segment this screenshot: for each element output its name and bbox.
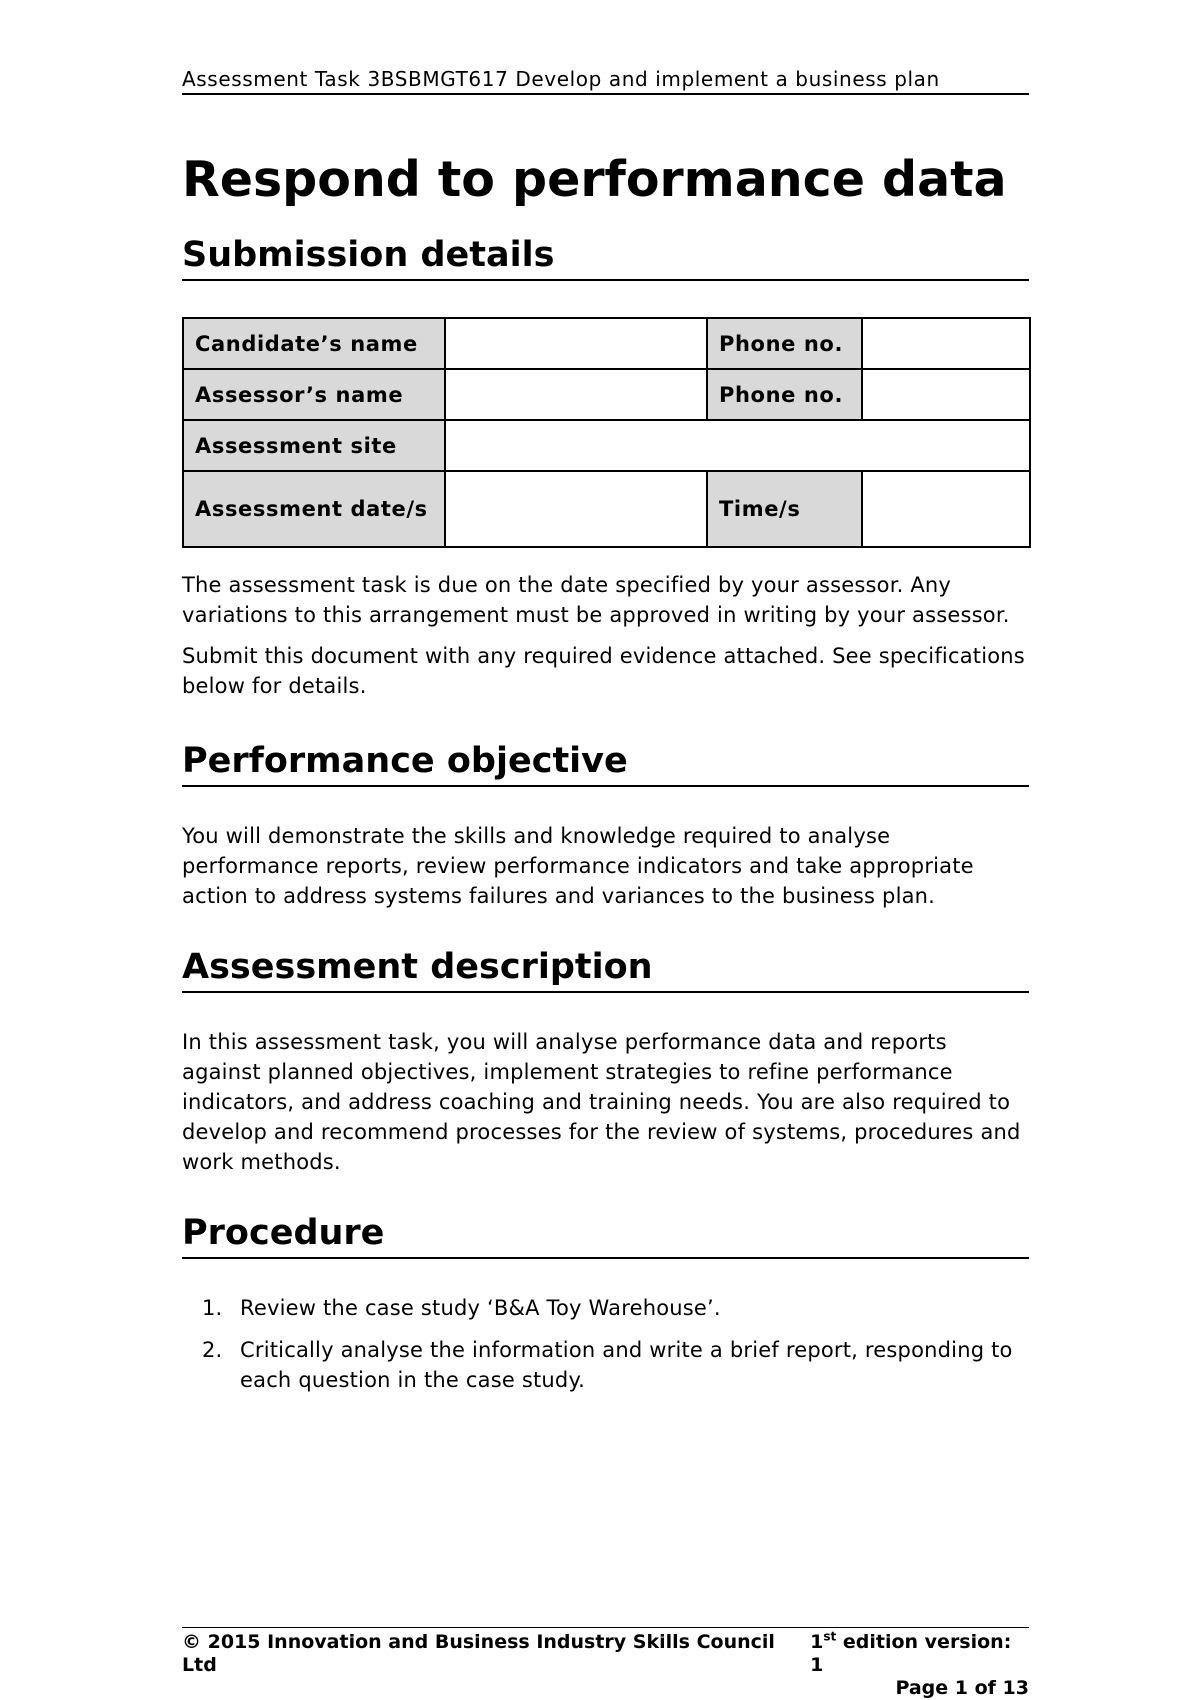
- copyright-notice: © 2015 Innovation and Business Industry Skills Council Ltd: [182, 1631, 775, 1676]
- assessment-site-field[interactable]: [445, 420, 1030, 471]
- list-item-number: 2.: [202, 1338, 223, 1362]
- submission-details-heading: Submission details: [182, 233, 1029, 281]
- list-item-number: 1.: [202, 1296, 223, 1320]
- candidate-name-field[interactable]: [445, 318, 707, 369]
- submit-paragraph: Submit this document with any required evidence attached. See specifications below for details.: [182, 644, 1025, 698]
- table-row: [183, 369, 1030, 420]
- procedure-list: [182, 1293, 1029, 1395]
- submission-details-table: [182, 317, 1031, 548]
- table-row: [183, 420, 1030, 471]
- candidate-phone-field[interactable]: [862, 318, 1030, 369]
- list-item-text: Critically analyse the information and write a brief report, responding to each question in the case study.: [240, 1338, 1013, 1392]
- procedure-heading: Procedure: [182, 1211, 1029, 1259]
- footer-row: [182, 1631, 1029, 1677]
- assessor-phone-field[interactable]: [862, 369, 1030, 420]
- list-item-text: Review the case study ‘B&A Toy Warehouse’.: [240, 1296, 721, 1320]
- assessment-date-label: Assessment date/s: [183, 471, 445, 547]
- assessment-description-paragraph: In this assessment task, you will analyse performance data and reports against planned objectives, implement strategies to refine performance indicators, and address coaching and training needs. You are also required to develop and recommend processes for the review of systems, procedures and work methods.: [182, 1030, 1021, 1174]
- time-field[interactable]: [862, 471, 1030, 547]
- page-footer: [182, 1627, 1029, 1700]
- document-title: Respond to performance data: [182, 151, 1007, 208]
- assessment-site-label: Assessment site: [183, 420, 445, 471]
- performance-objective-heading: Performance objective: [182, 739, 1029, 787]
- candidate-phone-label: Phone no.: [707, 318, 862, 369]
- assessor-name-label: Assessor’s name: [183, 369, 445, 420]
- table-row: [183, 318, 1030, 369]
- edition-number: 1: [810, 1631, 824, 1653]
- document-page: [182, 66, 1029, 1686]
- edition-label: edition version: 1: [810, 1631, 1012, 1676]
- running-header: Assessment Task 3BSBMGT617 Develop and implement a business plan: [182, 66, 1029, 95]
- time-label: Time/s: [707, 471, 862, 547]
- candidate-name-label: Candidate’s name: [183, 318, 445, 369]
- assessor-name-field[interactable]: [445, 369, 707, 420]
- due-date-paragraph: The assessment task is due on the date specified by your assessor. Any variations to this arrangement must be approved in writing by your assessor.: [182, 573, 1010, 627]
- edition-version: [810, 1631, 1029, 1677]
- list-item: [182, 1293, 1029, 1323]
- assessment-date-field[interactable]: [445, 471, 707, 547]
- table-row: [183, 471, 1030, 547]
- assessment-description-heading: Assessment description: [182, 945, 1029, 993]
- assessor-phone-label: Phone no.: [707, 369, 862, 420]
- page-number: Page 1 of 13: [895, 1677, 1029, 1699]
- performance-objective-paragraph: You will demonstrate the skills and knowledge required to analyse performance reports, review performance indicators and take appropriate action to address systems failures and variances to the business plan.: [182, 824, 974, 908]
- edition-ordinal: st: [823, 1629, 837, 1644]
- list-item: [182, 1335, 1029, 1395]
